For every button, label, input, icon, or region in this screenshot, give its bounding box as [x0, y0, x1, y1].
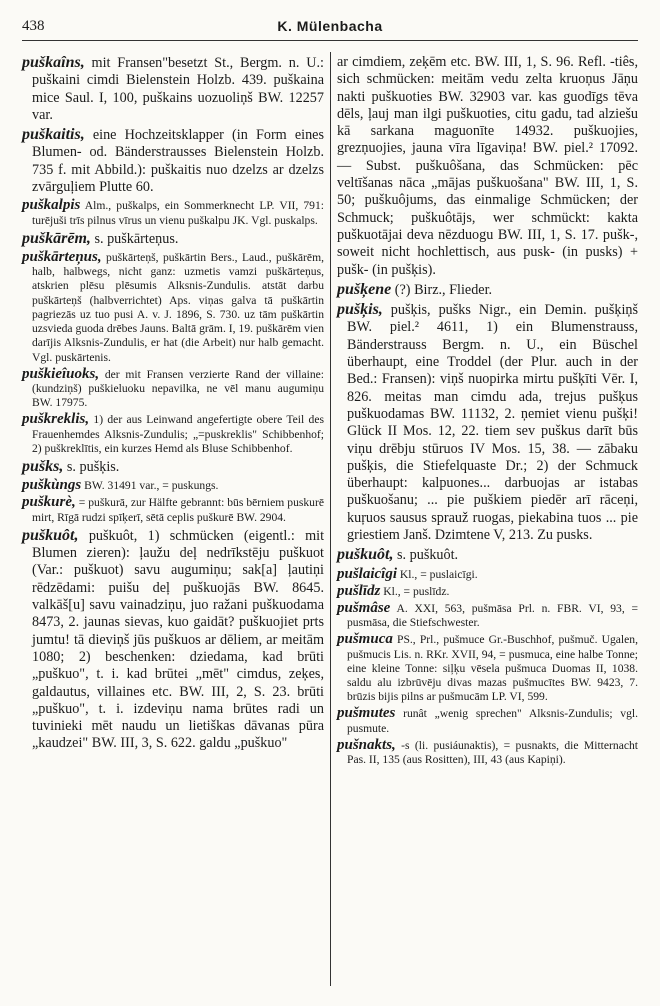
entry-text: eine Hochzeitsklapper (in Form eines Blumen- od. Bänderstrausses Bielenstein Holzb. 735 f. mit Abbild.): puškaitis nuo dzelzs ar dzelzs zvārguļiem Plutte 60.: [32, 127, 324, 196]
entry-text: (?) Birz., Flieder.: [394, 281, 493, 298]
dictionary-entry: [337, 706, 638, 735]
entry-headword: pušnakts,: [337, 736, 396, 753]
entry-text: s. pušķis.: [66, 458, 120, 475]
entry-headword: pušlaicîgi: [337, 565, 398, 582]
entry-headword: pušķene: [337, 280, 392, 298]
entry-headword: pušmuca: [337, 631, 393, 648]
entry-headword: puškuôt,: [337, 546, 394, 564]
column-divider: [330, 52, 331, 986]
entry-headword: puškaitis,: [22, 126, 85, 144]
dictionary-entry: [337, 584, 638, 599]
dictionary-entry: [22, 527, 324, 753]
dictionary-entry: [337, 281, 638, 299]
entry-text: s. puškuôt.: [397, 547, 459, 564]
entry-headword: puškaîns,: [22, 54, 85, 71]
dictionary-entry: [22, 412, 324, 456]
entry-headword: puškuôt,: [22, 526, 79, 544]
dictionary-entry: [22, 250, 324, 365]
entry-text: 1) der aus Leinwand angefertigte obere Teil des Frauenhemdes Alksnis-Zundulis; „=puskreklis" Schibbenhof; 2) puškreklītis, ein kurzes Hemd als Bluse Schibbenhof.: [32, 413, 324, 455]
entry-headword: puškieîuoks,: [22, 365, 100, 382]
entry-text: -s (li. pusiáunaktis), = pusnakts, die Mitternacht Pas. II, 135 (aus Rositten), III, 43 (aus Kapiņi).: [347, 738, 639, 767]
entry-headword: puškalpis: [22, 197, 81, 214]
entry-headword: puškurè,: [22, 494, 76, 511]
entry-text: puškuôt, 1) schmücken (eigentl.: mit Blumen zieren): ļaužu deļ nedrīkstēju puškuot (Var.: puškuot) savu augumiņu; sak[a] ļautiņi rēdzēdami: puišu deļ puškuojās BW. 8645. valkāš[u] savu vainadziņu, juo ražani puškuodama 8473, 2. jaunas sievas, kuo gaidāt? puškuojiet prts jumtu! tā dieviņš jūs puškuos ar dēliem, ar meitām 1080; 2) beschenken: dziedama, kad brūti „puškuo", t. i. kad brūtei „mēt" cimdus, zeķes, galdautus, villaines etc. BW. III, 2, S. 23. brūti „puškuo", t. i. izdeviņu nama brūtes radi un tuvinieki mēt naudu un lietiškas dāvanas pūra „kaudzei" BW. III, 3, S. 622. galdu „puškuo": [32, 527, 325, 752]
entry-text: Kl., = puslīdz.: [383, 584, 450, 598]
entry-headword: pušks,: [22, 457, 64, 475]
entry-text: mit Fransen"besetzt St., Bergm. n. U.: puškaini cimdi Bielenstein Holzb. 439. puškaina mice Saul. I, 100, puškains uozuoliņš BW. 12257 var.: [32, 55, 324, 123]
entry-headword: puškārēm,: [22, 229, 91, 247]
entry-headword: puškreklis,: [22, 411, 90, 428]
dictionary-entry: [337, 567, 638, 582]
dictionary-entry: [22, 230, 324, 248]
entry-text: puškārteņš, puškārtin Bers., Laud., puškārēm, halb, halbwegs, nicht ganz: uzmetis vamzi puškārteņus, atskrien plēsu plēsumis Alksnis-Zundulis. atstāt darbu puškārteņš (halbverrichtet) Aps. viņas galva tā puškārtin pagriezās uz tuo pusi A. v. J. 1896, S. 730. uz tām puškārtin uzsviedа guoda drēbes Jauns. Baltā grām. I, 19. puškārēm vien darījis Alksnis-Zundulis, er hat (die Arbeit) nur halb gemacht. Vgl. puskārtenis.: [32, 251, 324, 364]
running-title: K. Mülenbacha: [277, 18, 383, 34]
left-column: [22, 54, 324, 755]
dictionary-entry: [22, 198, 324, 227]
entry-text: runât „wenig sprechen" Alksnis-Zundulis; vgl. pusmute.: [347, 707, 638, 735]
entry-text: = puškurā, zur Hälfte gebrannt: būs bērniem puskurē mirt, Rīgā rudzi spīķerī, sētā ceplis puškurē BW. 2904.: [32, 496, 324, 524]
entry-headword: pušmâse: [337, 600, 391, 617]
entry-text: der mit Fransen verzierte Rand der villaine: (kundziņš) puškieluoku nepavilka, ne vēl manu augumiņu BW. 17975.: [32, 367, 324, 410]
entry-text: ar cimdiem, zeķēm etc. BW. III, 1, S. 96. Refl. -tiês, sich schmücken: meitām vedu zelta kruoņus Jāņu nakti puškuoties BW. 32903 var. kas guodīgs tēva dēls, ļauj man ilgi puškuoties, citu gadu, tad alziešu kā sarkana maguonīte 14932. puškuojies, grezņuojies, jauna vīra līgaviņa! BW. piel.² 17092. — Subst. puškuôšana, das Schmücken: pēc veltīšanas nāca „mājas puškuošana" BW. III, 1, S. 50; puškuôjums, das einmalige Schmücken; der Schmuck; puškuôtājs, wer schmückt: kakta puškuotājai deva nēzduogu BW. III, 1, S. 17. pušk-, soweit nicht hochlettisch, aus pusk- (in pusks) + pušk- (in pušķis).: [337, 54, 638, 278]
entry-text: s. puškārteņus.: [94, 230, 179, 247]
dictionary-entry: [22, 458, 324, 476]
entry-headword: pušķis,: [337, 301, 383, 319]
dictionary-entry: [22, 126, 324, 196]
entry-headword: puškārteņus,: [22, 249, 102, 266]
entry-headword: pušmutes: [337, 705, 396, 722]
dictionary-entry: [22, 478, 324, 493]
dictionary-entry: [22, 495, 324, 524]
entry-text: Alm., puškalps, ein Sommerknecht LP. VII, 791: turējuši trīs pilnus vīrus un vienu puškalpu JK. Vgl. puskalps.: [32, 199, 324, 227]
dictionary-entry: [337, 601, 638, 630]
dictionary-entry: [22, 54, 324, 124]
dictionary-entry: [337, 738, 638, 767]
entry-headword: puškùngs: [22, 477, 82, 494]
entry-text: A. XXI, 563, pušmāsa Prl. n. FBR. VI, 93, = pusmāsa, die Stiefschwester.: [347, 602, 638, 630]
dictionary-entry: [337, 546, 638, 564]
dictionary-entry: [22, 367, 324, 411]
right-column: [337, 54, 638, 769]
dictionary-entry: [337, 632, 638, 704]
page-number: 438: [22, 18, 45, 34]
entry-text: pušķis, pušks Nigr., ein Demin. pušķiņš BW. piel.² 4611, 1) ein Blumenstrauss, Bänderstrauss Bergm. n. U., ein Büschel überhaupt, eine Troddel (der Plur. auch in der Bed.: Fransen): viņš nuopirka mirtu pušķīti Vēr. I, 826. meitas man cimdu ada, trejus pušķus puškuodamas BW. 11132, 2. ņemiet vienu pušķi! Glück II Mos. 12, 22. tiem sev puškus darīt būs viņu drēbju stūruos IV Mos. 15, 38. — zābaku pušķis, die Stiefelquaste Dr.; 2) der Schmuck überhaupt: kalpuones... darbuojas ar istabas puškuošanu; ... pie puškiem piedēr arī rāceņi, kuŗuos sausus sprauž ruogas, piekabina tuos ... pie griestiem Janš. Dzimtene V, 213. Zu pusks.: [347, 302, 638, 544]
dictionary-entry: [337, 54, 638, 279]
entry-text: Kl., = puslaicīgi.: [399, 567, 478, 581]
entry-text: BW. 31491 var., = puskungs.: [84, 479, 219, 493]
entry-text: PS., Prl., pušmuce Gr.-Buschhof, pušmuč. Ugalen, pušmucis Lis. n. RKr. XVII, 94, = pusmuca, eine halbe Tonne; eine kleine Tonne: siļķu vēsela pušmuca Duomas II, 1038. saldu alu izbrūvēju divas mazas pušmucītes BW. 9423, 7. brūzis bijis pilns ar pušmucām LP. VI, 599.: [347, 633, 638, 704]
entry-headword: pušlīdz: [337, 582, 381, 599]
dictionary-entry: [337, 301, 638, 544]
page-header: [22, 18, 638, 41]
